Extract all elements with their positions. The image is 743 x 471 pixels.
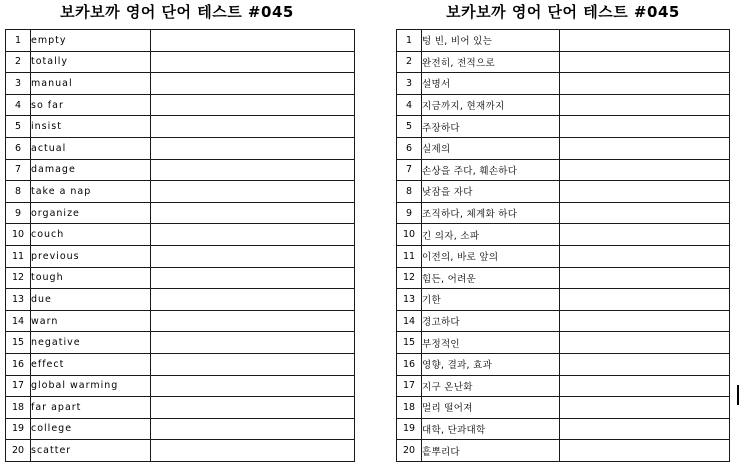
korean-meaning: 지구 온난화	[422, 375, 560, 397]
table-row	[397, 310, 730, 332]
korean-meaning: 이전의, 바로 앞의	[422, 245, 560, 267]
row-number: 9	[6, 202, 31, 224]
row-number: 9	[397, 202, 422, 224]
korean-meaning: 텅 빈, 비어 있는	[422, 30, 560, 52]
answer-field[interactable]	[560, 116, 730, 138]
row-number: 3	[6, 73, 31, 95]
answer-field[interactable]	[560, 202, 730, 224]
row-number: 18	[397, 397, 422, 419]
english-word: take a nap	[31, 181, 151, 203]
english-test-title: 보카보까 영어 단어 테스트 #045	[60, 3, 294, 21]
row-number: 14	[397, 310, 422, 332]
answer-field[interactable]	[560, 30, 730, 52]
english-word: global warming	[31, 375, 151, 397]
english-word: previous	[31, 245, 151, 267]
answer-field[interactable]	[560, 51, 730, 73]
row-number: 17	[397, 375, 422, 397]
answer-field[interactable]	[560, 137, 730, 159]
answer-field[interactable]	[151, 267, 355, 289]
table-row	[6, 418, 355, 440]
answer-field[interactable]	[560, 310, 730, 332]
english-word: insist	[31, 116, 151, 138]
row-number: 7	[397, 159, 422, 181]
korean-test-title: 보카보까 영어 단어 테스트 #045	[446, 3, 680, 21]
table-row	[397, 224, 730, 246]
answer-field[interactable]	[151, 159, 355, 181]
answer-field[interactable]	[560, 289, 730, 311]
table-row	[397, 159, 730, 181]
table-row	[6, 51, 355, 73]
row-number: 6	[6, 137, 31, 159]
row-number: 20	[6, 440, 31, 462]
table-row	[6, 181, 355, 203]
answer-field[interactable]	[560, 440, 730, 462]
korean-meaning: 완전히, 전적으로	[422, 51, 560, 73]
answer-field[interactable]	[560, 267, 730, 289]
page-edge-mark	[737, 385, 739, 405]
row-number: 6	[397, 137, 422, 159]
row-number: 20	[397, 440, 422, 462]
answer-field[interactable]	[151, 310, 355, 332]
answer-field[interactable]	[560, 375, 730, 397]
korean-meaning: 실제의	[422, 137, 560, 159]
table-row	[397, 267, 730, 289]
row-number: 16	[6, 353, 31, 375]
table-row	[6, 137, 355, 159]
english-word: totally	[31, 51, 151, 73]
answer-field[interactable]	[151, 73, 355, 95]
table-row	[6, 440, 355, 462]
row-number: 8	[397, 181, 422, 203]
answer-field[interactable]	[151, 397, 355, 419]
answer-field[interactable]	[560, 397, 730, 419]
table-row	[397, 181, 730, 203]
row-number: 17	[6, 375, 31, 397]
table-row	[397, 397, 730, 419]
row-number: 2	[6, 51, 31, 73]
korean-meaning: 손상을 주다, 훼손하다	[422, 159, 560, 181]
table-row	[397, 440, 730, 462]
row-number: 15	[397, 332, 422, 354]
table-row	[397, 353, 730, 375]
english-word: far apart	[31, 397, 151, 419]
row-number: 14	[6, 310, 31, 332]
answer-field[interactable]	[151, 94, 355, 116]
answer-field[interactable]	[560, 94, 730, 116]
row-number: 5	[6, 116, 31, 138]
row-number: 16	[397, 353, 422, 375]
korean-meaning: 기한	[422, 289, 560, 311]
english-word: tough	[31, 267, 151, 289]
row-number: 5	[397, 116, 422, 138]
table-row	[6, 267, 355, 289]
answer-field[interactable]	[560, 353, 730, 375]
answer-field[interactable]	[151, 418, 355, 440]
row-number: 10	[6, 224, 31, 246]
english-word: empty	[31, 30, 151, 52]
answer-field[interactable]	[151, 245, 355, 267]
table-row	[6, 375, 355, 397]
table-row	[397, 245, 730, 267]
table-row	[6, 289, 355, 311]
korean-test-sheet	[396, 0, 730, 462]
row-number: 4	[397, 94, 422, 116]
table-row	[397, 202, 730, 224]
table-row	[6, 94, 355, 116]
answer-field[interactable]	[560, 73, 730, 95]
row-number: 19	[397, 418, 422, 440]
korean-meaning: 낮잠을 자다	[422, 181, 560, 203]
table-row	[397, 332, 730, 354]
answer-field[interactable]	[560, 181, 730, 203]
row-number: 10	[397, 224, 422, 246]
table-row	[6, 224, 355, 246]
answer-field[interactable]	[151, 30, 355, 52]
answer-field[interactable]	[560, 159, 730, 181]
korean-meaning: 부정적인	[422, 332, 560, 354]
korean-meaning-table	[396, 29, 730, 462]
korean-meaning: 대학, 단과대학	[422, 418, 560, 440]
table-row	[6, 310, 355, 332]
answer-field[interactable]	[151, 181, 355, 203]
table-row	[6, 353, 355, 375]
answer-field[interactable]	[151, 332, 355, 354]
english-test-sheet	[5, 0, 355, 462]
row-number: 8	[6, 181, 31, 203]
answer-field[interactable]	[151, 137, 355, 159]
row-number: 13	[397, 289, 422, 311]
answer-field[interactable]	[151, 440, 355, 462]
table-row	[6, 202, 355, 224]
english-word: manual	[31, 73, 151, 95]
english-word: warn	[31, 310, 151, 332]
table-row	[6, 30, 355, 52]
row-number: 2	[397, 51, 422, 73]
korean-meaning: 흩뿌리다	[422, 440, 560, 462]
english-word: couch	[31, 224, 151, 246]
answer-field[interactable]	[560, 224, 730, 246]
answer-field[interactable]	[151, 375, 355, 397]
answer-field[interactable]	[560, 418, 730, 440]
table-row	[397, 289, 730, 311]
table-row	[397, 375, 730, 397]
answer-field[interactable]	[151, 353, 355, 375]
answer-field[interactable]	[560, 332, 730, 354]
row-number: 12	[397, 267, 422, 289]
korean-meaning: 지금까지, 현재까지	[422, 94, 560, 116]
answer-field[interactable]	[151, 116, 355, 138]
table-row	[6, 332, 355, 354]
table-row	[6, 116, 355, 138]
korean-meaning: 조직하다, 체계화 하다	[422, 202, 560, 224]
korean-meaning: 주장하다	[422, 116, 560, 138]
english-word: effect	[31, 353, 151, 375]
answer-field[interactable]	[151, 289, 355, 311]
row-number: 19	[6, 418, 31, 440]
row-number: 7	[6, 159, 31, 181]
table-row	[397, 30, 730, 52]
table-row	[397, 137, 730, 159]
table-row	[6, 245, 355, 267]
english-word: actual	[31, 137, 151, 159]
row-number: 4	[6, 94, 31, 116]
table-row	[397, 73, 730, 95]
row-number: 11	[6, 245, 31, 267]
korean-meaning: 긴 의자, 소파	[422, 224, 560, 246]
row-number: 18	[6, 397, 31, 419]
answer-field[interactable]	[151, 202, 355, 224]
english-word: negative	[31, 332, 151, 354]
table-row	[6, 397, 355, 419]
english-word: organize	[31, 202, 151, 224]
table-row	[397, 418, 730, 440]
english-word: damage	[31, 159, 151, 181]
row-number: 11	[397, 245, 422, 267]
korean-meaning: 영향, 결과, 효과	[422, 353, 560, 375]
answer-field[interactable]	[151, 51, 355, 73]
korean-meaning: 설명서	[422, 73, 560, 95]
answer-field[interactable]	[151, 224, 355, 246]
korean-meaning: 힘든, 어려운	[422, 267, 560, 289]
english-word: so far	[31, 94, 151, 116]
table-row	[397, 116, 730, 138]
english-word: due	[31, 289, 151, 311]
table-row	[6, 73, 355, 95]
table-row	[6, 159, 355, 181]
korean-meaning: 멀리 떨어져	[422, 397, 560, 419]
row-number: 3	[397, 73, 422, 95]
english-word-table	[5, 29, 355, 462]
table-row	[397, 94, 730, 116]
korean-meaning: 경고하다	[422, 310, 560, 332]
row-number: 15	[6, 332, 31, 354]
row-number: 12	[6, 267, 31, 289]
answer-field[interactable]	[560, 245, 730, 267]
table-row	[397, 51, 730, 73]
row-number: 1	[397, 30, 422, 52]
row-number: 1	[6, 30, 31, 52]
english-word: college	[31, 418, 151, 440]
row-number: 13	[6, 289, 31, 311]
english-word: scatter	[31, 440, 151, 462]
